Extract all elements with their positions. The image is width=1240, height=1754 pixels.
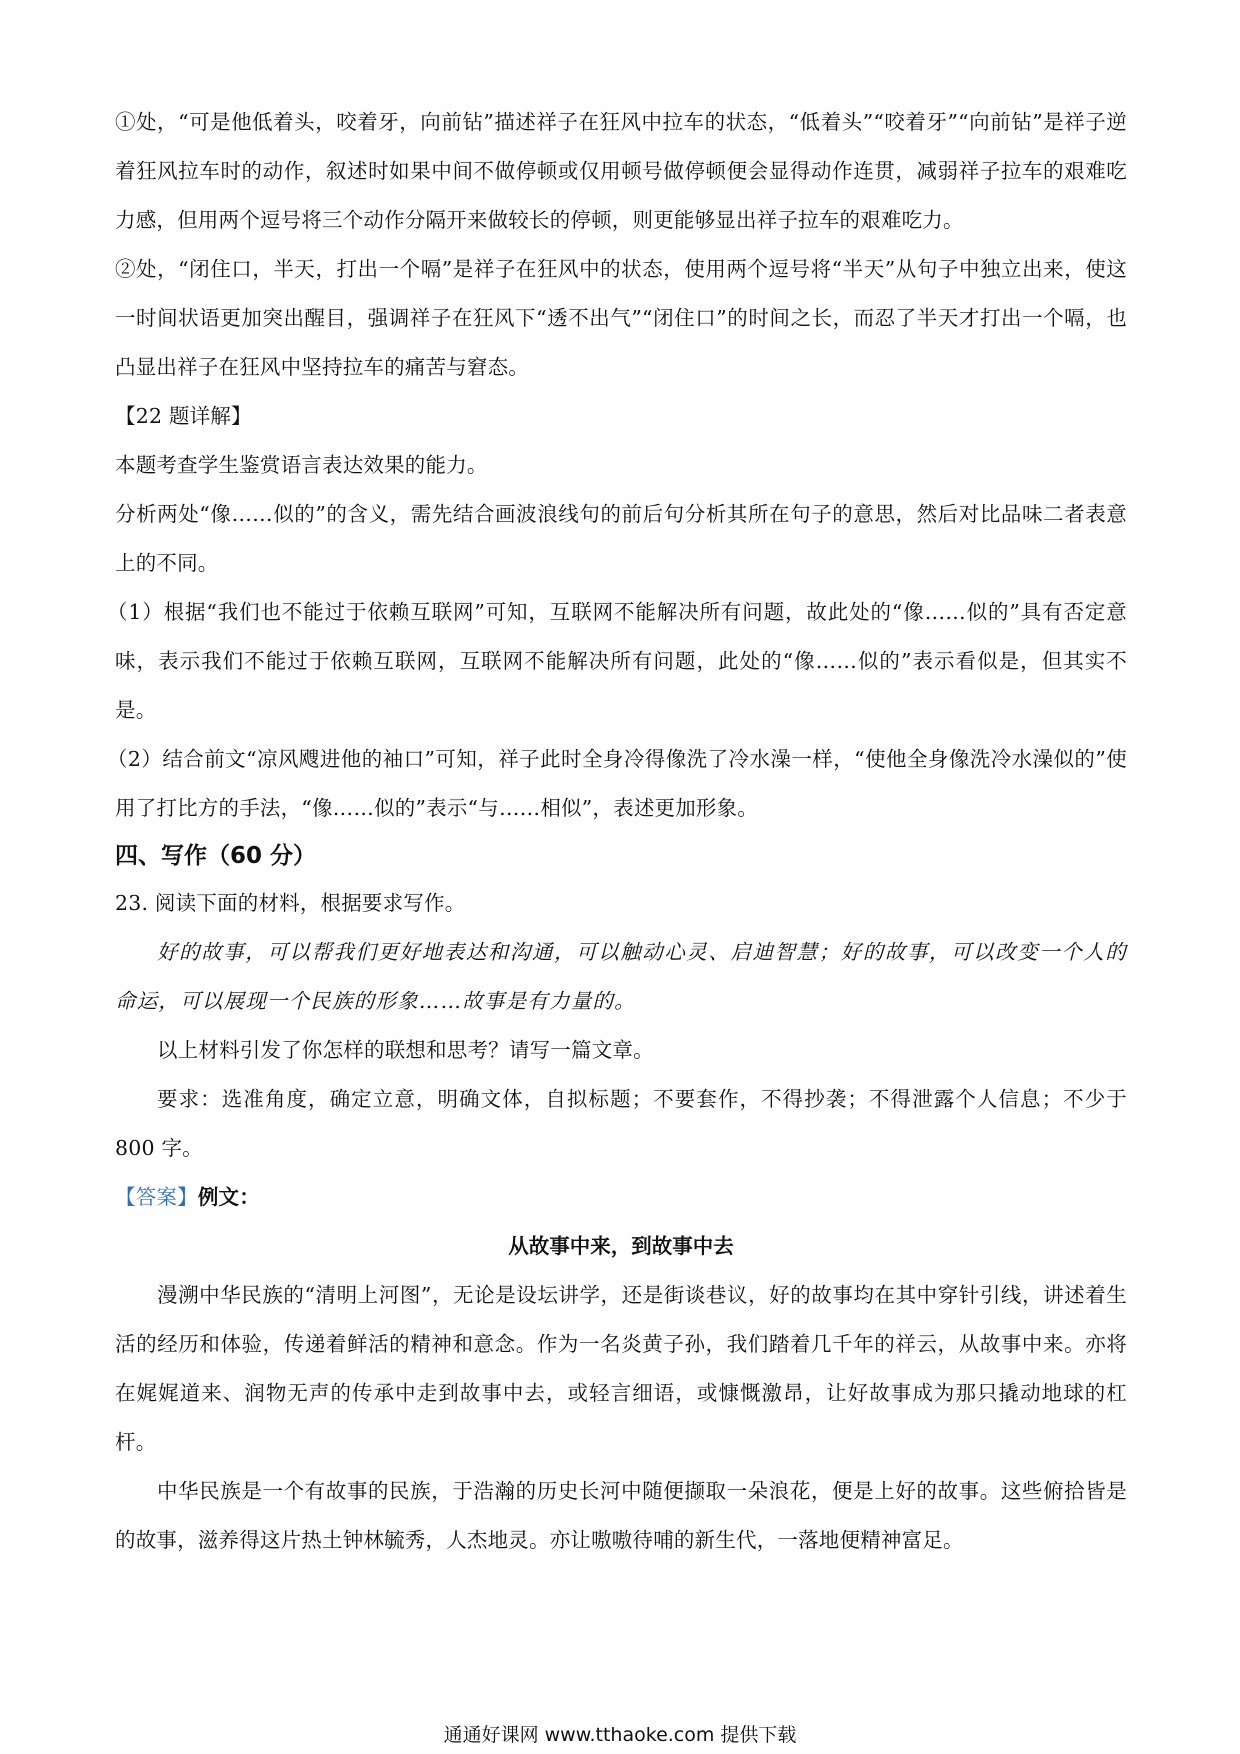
answer-label: 例文： <box>197 1185 260 1209</box>
q23-material: 好的故事，可以帮我们更好地表达和沟通，可以触动心灵、启迪智慧；好的故事，可以改变一个人的命运，可以展现一个民族的形象……故事是有力量的。 <box>115 940 1127 1013</box>
q22-analysis: 分析两处“像……似的”的含义，需先结合画波浪线句的前后句分析其所在句子的意思，然后对比品味二者表意上的不同。 <box>115 502 1127 575</box>
section-heading-writing: 四、写作（60 分） <box>115 843 317 869</box>
essay-title: 从故事中来，到故事中去 <box>508 1234 734 1258</box>
q23-question: 以上材料引发了你怎样的联想和思考？请写一篇文章。 <box>157 1038 654 1062</box>
paragraph-point-1: ①处，“可是他低着头，咬着牙，向前钻”描述祥子在狂风中拉车的状态，“低着头”“咬着牙”“向前钻”是祥子逆着狂风拉车时的动作，叙述时如果中间不做停顿或仅用顿号做停顿便会显得动作连贯，减弱祥子拉车的艰难吃力感，但用两个逗号将三个动作分隔开来做较长的停顿，则更能够显出祥子拉车的艰难吃力。 <box>115 110 1127 232</box>
answer-line <box>115 1173 1127 1222</box>
q22-point-2: （2）结合前文“凉风飕进他的袖口”可知，祥子此时全身冷得像洗了冷水澡一样，“使他全身像洗冷水澡似的”使用了打比方的手法，“像……似的”表示“与……相似”，表述更加形象。 <box>107 747 1127 820</box>
q23-requirements: 要求：选准角度，确定立意，明确文体，自拟标题；不要套作，不得抄袭；不得泄露个人信息；不少于 800 字。 <box>115 1087 1127 1160</box>
document-page <box>107 98 1127 1565</box>
q22-point-1: （1）根据“我们也不能过于依赖互联网”可知，互联网不能解决所有问题，故此处的“像……似的”具有否定意味，表示我们不能过于依赖互联网，互联网不能解决所有问题，此处的“像……似的”表示看似是，但其实不是。 <box>107 600 1127 722</box>
paragraph-point-2: ②处，“闭住口，半天，打出一个嗝”是祥子在狂风中的状态，使用两个逗号将“半天”从句子中独立出来，使这一时间状语更加突出醒目，强调祥子在狂风下“透不出气”“闭住口”的时间之长，而忍了半天才打出一个嗝，也凸显出祥子在狂风中坚持拉车的痛苦与窘态。 <box>115 257 1127 379</box>
essay-paragraph-1: 漫溯中华民族的“清明上河图”，无论是设坛讲学，还是街谈巷议，好的故事均在其中穿针引线，讲述着生活的经历和体验，传递着鲜活的精神和意念。作为一名炎黄子孙，我们踏着几千年的祥云，从故事中来。亦将在娓娓道来、润物无声的传承中走到故事中去，或轻言细语，或慷慨激昂，让好故事成为那只撬动地球的杠杆。 <box>115 1283 1127 1454</box>
q22-intro: 本题考查学生鉴赏语言表达效果的能力。 <box>115 453 488 477</box>
answer-tag: 【答案】 <box>115 1185 198 1209</box>
page-footer: 通通好课网 www.tthaoke.com 提供下载 <box>443 1724 797 1746</box>
q23-prompt: 23. 阅读下面的材料，根据要求写作。 <box>115 891 466 915</box>
essay-paragraph-2: 中华民族是一个有故事的民族，于浩瀚的历史长河中随便撷取一朵浪花，便是上好的故事。这些俯拾皆是的故事，滋养得这片热土钟林毓秀，人杰地灵。亦让嗷嗷待哺的新生代，一落地便精神富足。 <box>115 1479 1127 1552</box>
q22-heading: 【22 题详解】 <box>115 404 252 428</box>
